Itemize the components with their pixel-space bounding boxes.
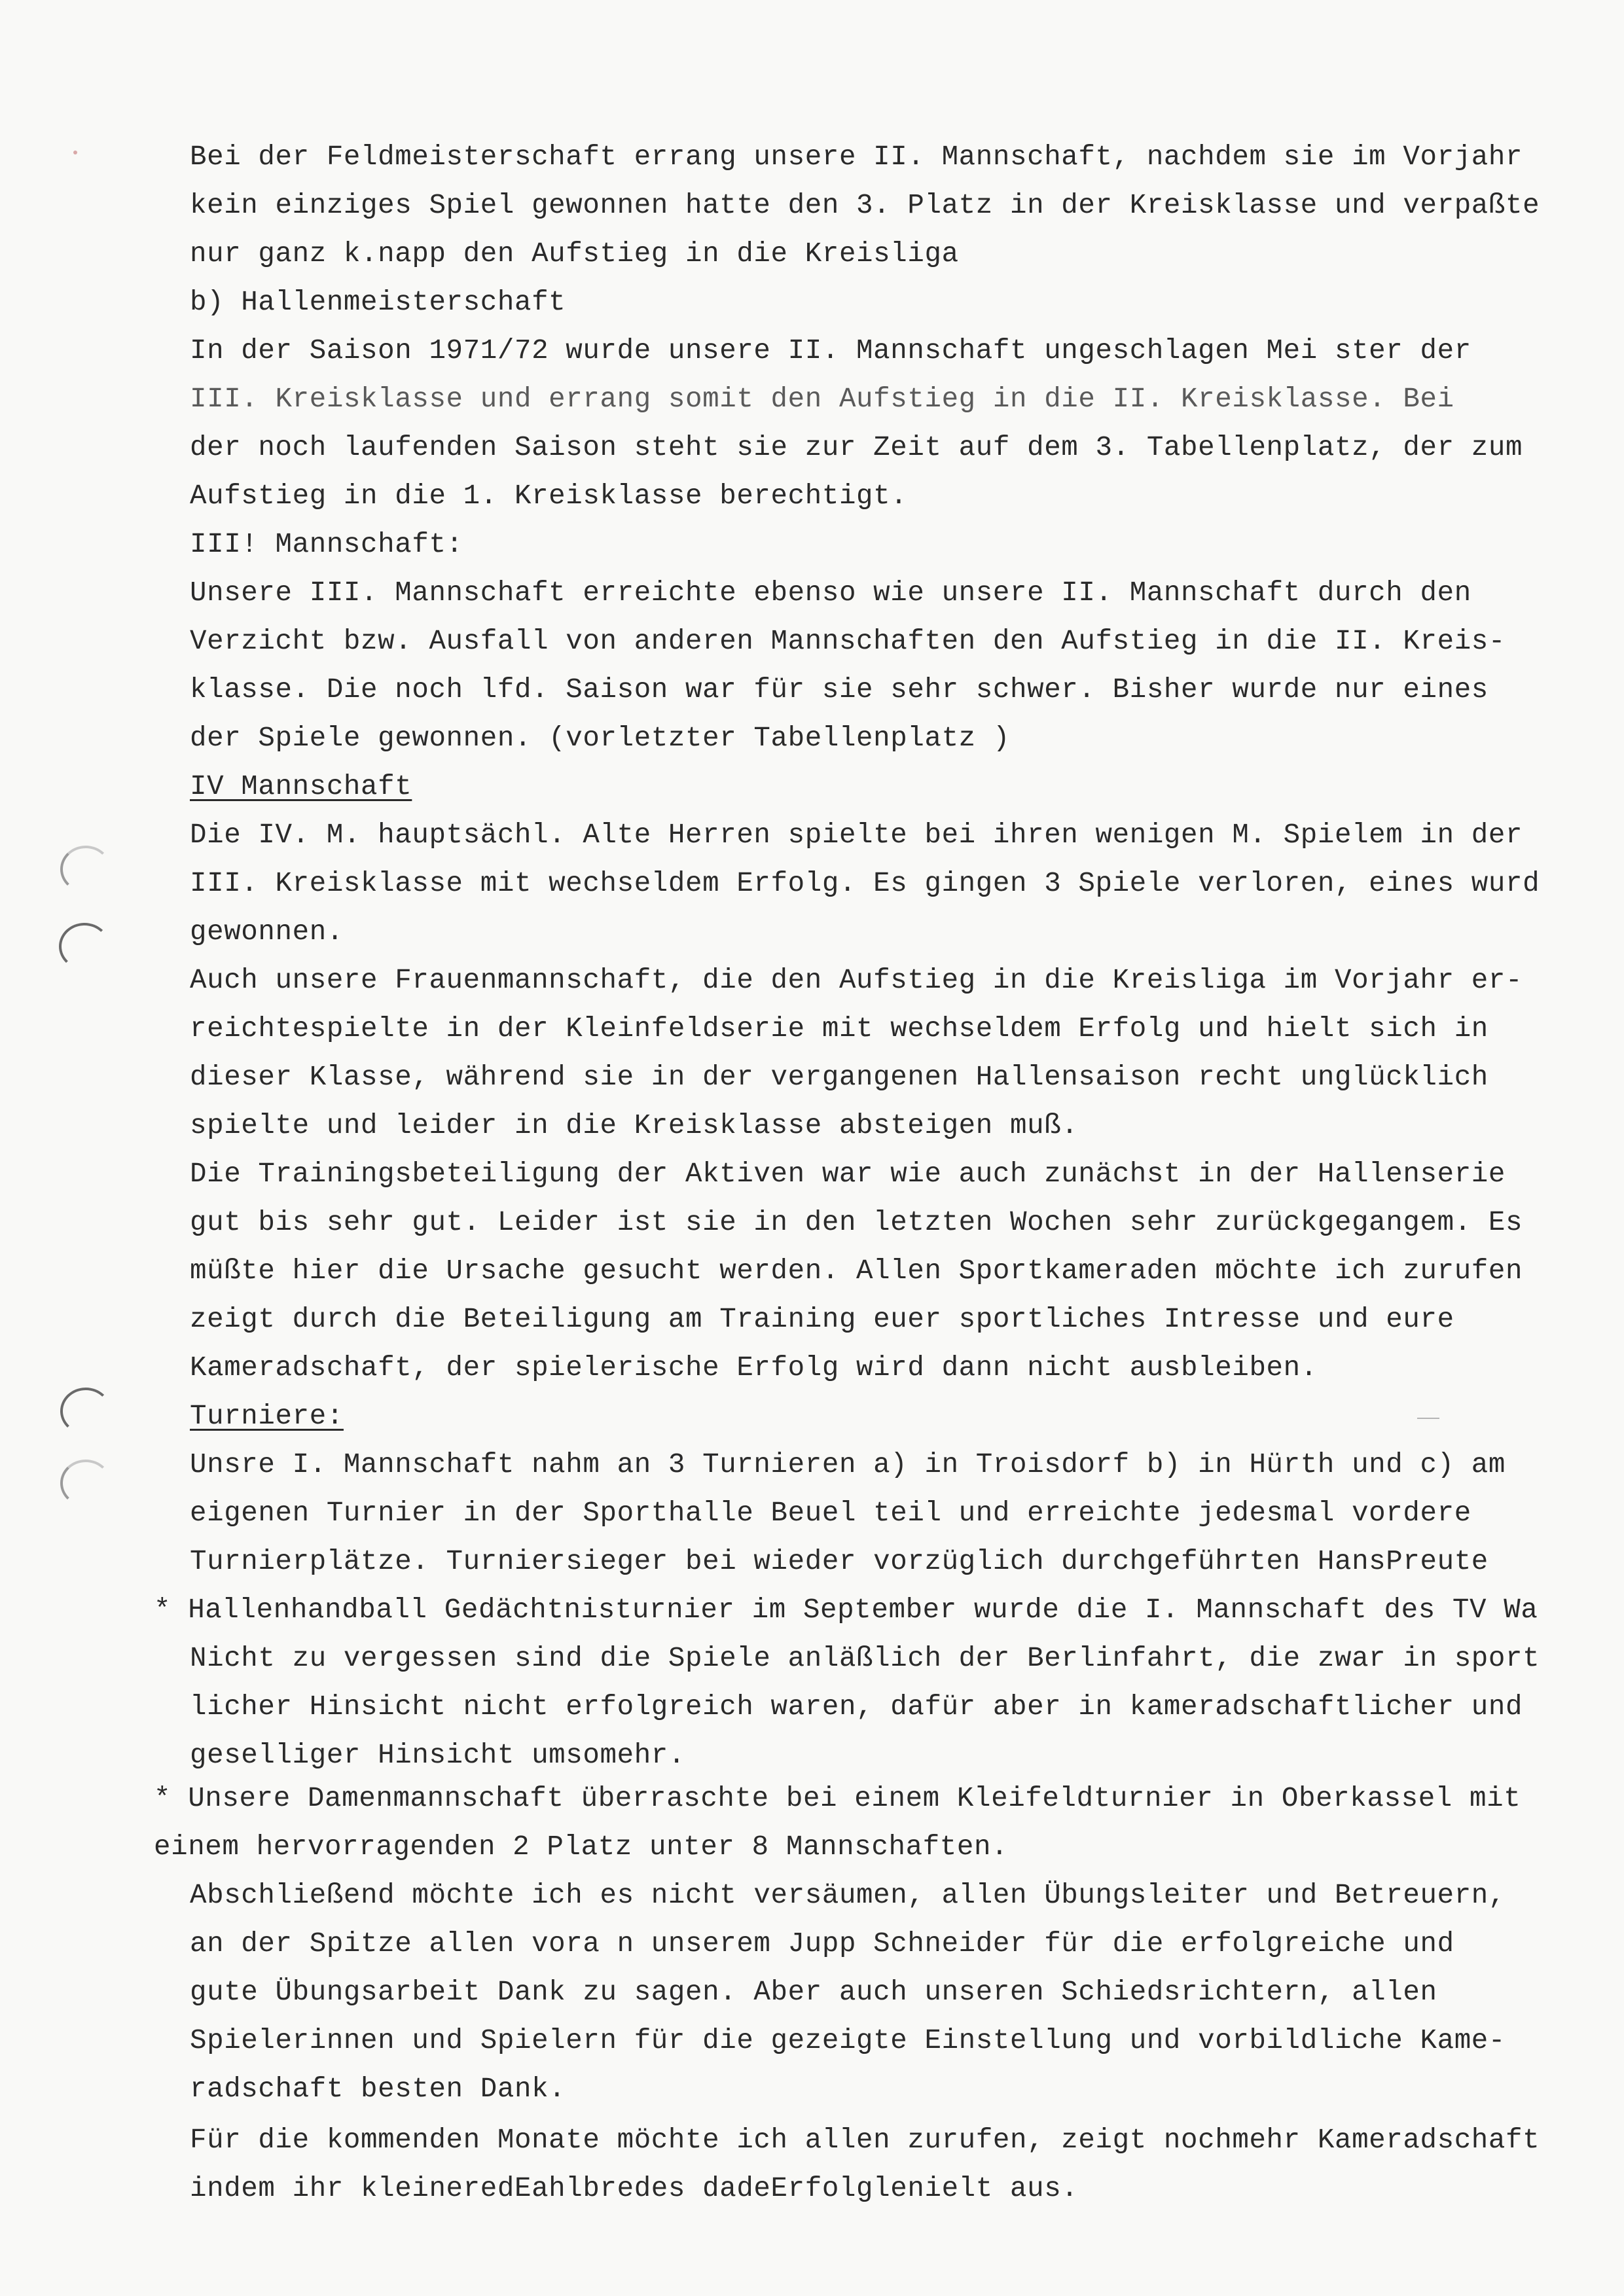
text-line: gut bis sehr gut. Leider ist sie in den letzten Wochen sehr zurückgegangem. Es (190, 1207, 1523, 1238)
text-line: * Hallenhandball Gedächtnisturnier im September wurde die I. Mannschaft des TV Wa (154, 1594, 1538, 1626)
pencil-mark (1417, 1418, 1439, 1419)
text-line: eigenen Turnier in der Sporthalle Beuel teil und erreichte jedesmal vordere (190, 1498, 1471, 1529)
text-line: III. Kreisklasse mit wechseldem Erfolg. Es gingen 3 Spiele verloren, eines wurd (190, 868, 1540, 899)
text-line: indem ihr kleineredEahlbredes dadeErfolglenielt aus. (190, 2173, 1079, 2204)
text-line: Unsere III. Mannschaft erreichte ebenso wie unsere II. Mannschaft durch den (190, 577, 1471, 609)
text-line: Aufstieg in die 1. Kreisklasse berechtigt. (190, 480, 908, 512)
text-line: Nicht zu vergessen sind die Spiele anläßlich der Berlinfahrt, die zwar in sport (190, 1643, 1540, 1674)
text-line: III. Kreisklasse und errang somit den Aufstieg in die II. Kreisklasse. Bei (190, 384, 1454, 415)
text-line: zeigt durch die Beteiligung am Training euer sportliches Intresse und eure (190, 1304, 1454, 1335)
red-mark (73, 151, 77, 154)
section-heading: IV Mannschaft (190, 771, 412, 802)
text-line: Bei der Feldmeisterschaft errang unsere II. Mannschaft, nachdem sie im Vorjahr (190, 141, 1523, 173)
punch-hole-mark (59, 923, 110, 970)
text-line: Die Trainingsbeteiligung der Aktiven war wie auch zunächst in der Hallenserie (190, 1158, 1506, 1190)
text-line: einem hervorragenden 2 Platz unter 8 Mannschaften. (154, 1831, 1009, 1863)
text-line: Auch unsere Frauenmannschaft, die den Aufstieg in die Kreisliga im Vorjahr er- (190, 965, 1523, 996)
text-line: an der Spitze allen vora n unserem Jupp Schneider für die erfolgreiche und (190, 1928, 1454, 1960)
text-line: dieser Klasse, während sie in der vergangenen Hallensaison recht unglücklich (190, 1062, 1489, 1093)
text-line: der Spiele gewonnen. (vorletzter Tabellenplatz ) (190, 723, 1010, 754)
text-line: radschaft besten Dank. (190, 2073, 566, 2105)
text-line: klasse. Die noch lfd. Saison war für sie sehr schwer. Bisher wurde nur eines (190, 674, 1489, 706)
text-line: nur ganz k.napp den Aufstieg in die Kreisliga (190, 238, 959, 270)
text-line: Turnierplätze. Turniersieger bei wieder vorzüglich durchgeführten HansPreute (190, 1546, 1489, 1577)
text-line: Abschließend möchte ich es nicht versäumen, allen Übungsleiter und Betreuern, (190, 1880, 1506, 1911)
section-heading: III! Mannschaft: (190, 529, 463, 560)
text-line: Für die kommenden Monate möchte ich allen zurufen, zeigt nochmehr Kameradschaft (190, 2125, 1540, 2156)
section-heading: Turniere: (190, 1401, 344, 1432)
section-heading: b) Hallenmeisterschaft (190, 287, 566, 318)
text-line: Verzicht bzw. Ausfall von anderen Mannschaften den Aufstieg in die II. Kreis- (190, 626, 1506, 657)
text-line: spielte und leider in die Kreisklasse absteigen muß. (190, 1110, 1079, 1141)
punch-hole-mark (60, 1388, 111, 1435)
text-line: Kameradschaft, der spielerische Erfolg wird dann nicht ausbleiben. (190, 1352, 1318, 1384)
text-line: kein einziges Spiel gewonnen hatte den 3. Platz in der Kreisklasse und verpaßte (190, 190, 1540, 221)
text-line: der noch laufenden Saison steht sie zur Zeit auf dem 3. Tabellenplatz, der zum (190, 432, 1523, 463)
text-line: müßte hier die Ursache gesucht werden. Allen Sportkameraden möchte ich zurufen (190, 1255, 1523, 1287)
text-line: * Unsere Damenmannschaft überraschte bei einem Kleifeldturnier in Oberkassel mit (154, 1783, 1521, 1814)
text-line: Die IV. M. hauptsächl. Alte Herren spielte bei ihren wenigen M. Spielem in der (190, 819, 1523, 851)
text-line: Unsre I. Mannschaft nahm an 3 Turnieren a) in Troisdorf b) in Hürth und c) am (190, 1449, 1506, 1480)
text-line: gewonnen. (190, 916, 344, 948)
text-line: Spielerinnen und Spielern für die gezeigte Einstellung und vorbildliche Kame- (190, 2025, 1506, 2056)
punch-hole-mark (60, 846, 111, 893)
text-line: geselliger Hinsicht umsomehr. (190, 1740, 686, 1771)
text-line: gute Übungsarbeit Dank zu sagen. Aber auch unseren Schiedsrichtern, allen (190, 1977, 1437, 2008)
text-line: licher Hinsicht nicht erfolgreich waren, dafür aber in kameradschaftlicher und (190, 1691, 1523, 1723)
text-line: In der Saison 1971/72 wurde unsere II. Mannschaft ungeschlagen Mei ster der (190, 335, 1471, 367)
text-line: reichtespielte in der Kleinfeldserie mit wechseldem Erfolg und hielt sich in (190, 1013, 1489, 1045)
punch-hole-mark (60, 1460, 111, 1507)
